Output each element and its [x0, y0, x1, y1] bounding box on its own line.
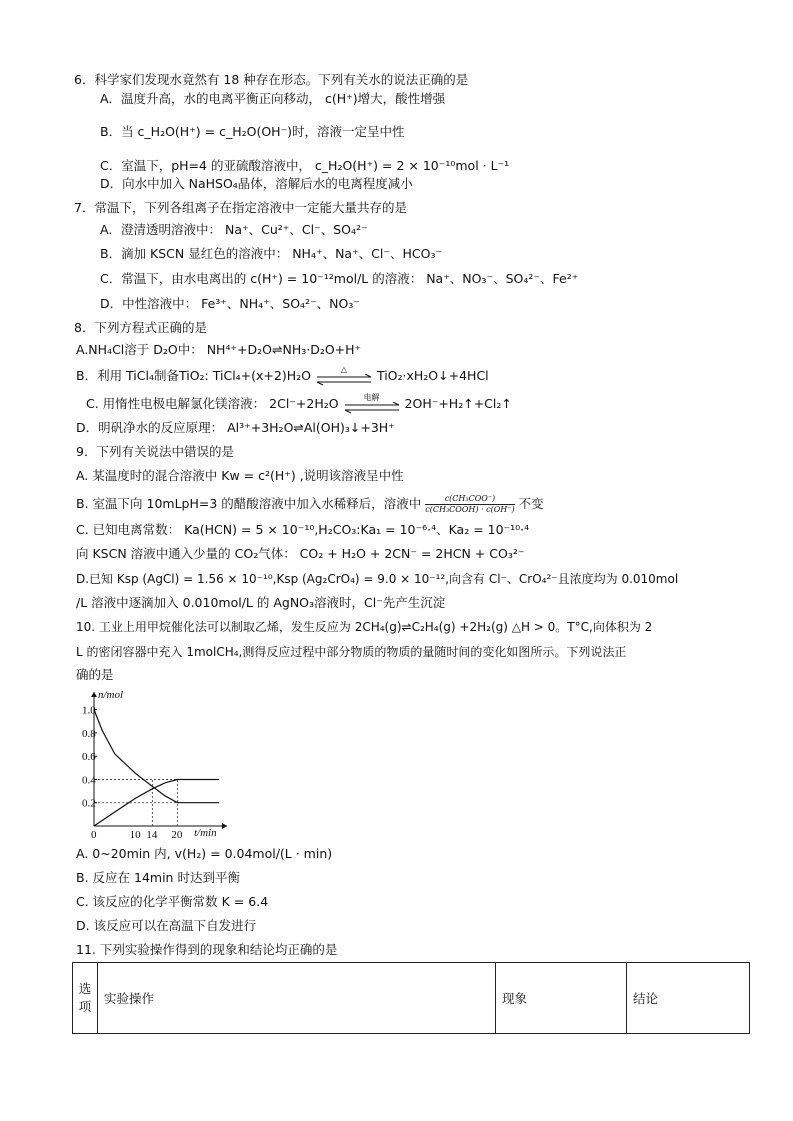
q9-b-prefix: B. 室温下向 10mLpH=3 的醋酸溶液中加入水稀释后，溶液中 [76, 496, 422, 511]
q8-c-prefix: C. 用惰性电极电解氯化镁溶液： 2Cl⁻+2H₂O [86, 396, 339, 411]
y-tick-label: 0.2 [82, 797, 96, 810]
table-header-phenomenon: 现象 [496, 963, 627, 1034]
q8-c-condition: 电解 [363, 392, 380, 402]
q9-b-numerator: c(CH₃COO⁻) [425, 494, 514, 505]
q8-b-arrow [315, 364, 373, 385]
q6-option-c: C．室温下，pH=4 的亚硫酸溶液中， c_H₂O(H⁺) = 2 × 10⁻¹⁰mol · L⁻¹ [100, 158, 510, 173]
q6-option-b: B．当 c_H₂O(H⁺) = c_H₂O(OH⁻)时，溶液一定呈中性 [100, 124, 405, 139]
series-line-0 [94, 710, 219, 803]
q10-option-c: C. 该反应的化学平衡常数 K = 6.4 [76, 894, 269, 909]
equilibrium-arrow-icon [315, 374, 373, 386]
q8-stem: 8．下列方程式正确的是 [74, 320, 207, 335]
q8-option-b [76, 364, 489, 385]
y-tick-label: 0.8 [82, 727, 96, 740]
chart-ticks [82, 705, 183, 841]
q10-chart [82, 684, 232, 844]
x-tick-label: 14 [146, 829, 158, 841]
q7-stem: 7．常温下，下列各组离子在指定溶液中一定能大量共存的是 [74, 200, 407, 215]
x-tick-label: 0 [91, 829, 97, 841]
q8-b-suffix: TiO₂·xH₂O↓+4HCl [376, 368, 489, 383]
q9-option-c-line1: C. 已知电离常数： Ka(HCN) = 5 × 10⁻¹⁰,H₂CO₃:Ka₁ = 10⁻⁶·⁴、Ka₂ = 10⁻¹⁰·⁴ [76, 522, 530, 537]
q8-option-a: A.NH₄Cl溶于 D₂O中： NH⁴⁺+D₂O⇌NH₃·D₂O+H⁺ [76, 342, 362, 357]
q9-option-b [76, 494, 544, 515]
q7-option-a: A．澄清透明溶液中： Na⁺、Cu²⁺、Cl⁻、SO₄²⁻ [100, 222, 368, 237]
table-header-option: 选项 [73, 963, 98, 1034]
q6-stem: 6．科学家们发现水竟然有 18 种存在形态。下列有关水的说法正确的是 [74, 72, 469, 87]
chart-y-label: n/mol [98, 689, 124, 701]
x-tick-label: 20 [171, 829, 183, 841]
q9-b-fraction [425, 494, 514, 515]
q8-option-c [86, 392, 512, 413]
q7-option-b: B．滴加 KSCN 显红色的溶液中： NH₄⁺、Na⁺、Cl⁻、HCO₃⁻ [100, 246, 443, 261]
chart-x-label: t/min [194, 827, 217, 839]
q9-b-denominator: c(CH₃COOH) · c(OH⁻) [425, 505, 515, 514]
chart-axes [91, 692, 227, 829]
table-header-operation: 实验操作 [98, 963, 496, 1034]
q8-b-condition: △ [340, 364, 348, 374]
q7-option-d: D．中性溶液中： Fe³⁺、NH₄⁺、SO₄²⁻、NO₃⁻ [100, 296, 360, 311]
q8-c-arrow [343, 392, 401, 413]
q9-b-suffix: 不变 [518, 496, 544, 511]
q10-option-b: B. 反应在 14min 时达到平衡 [76, 870, 240, 885]
table-header-row [73, 963, 750, 1034]
q9-stem: 9．下列有关说法中错误的是 [76, 444, 234, 459]
q9-option-a: A. 某温度时的混合溶液中 Kw = c²(H⁺) ,说明该溶液呈中性 [76, 468, 404, 483]
q9-option-c-line2: 向 KSCN 溶液中通入少量的 CO₂气体： CO₂ + H₂O + 2CN⁻ = 2HCN + CO₃²⁻ [76, 546, 525, 561]
q11-stem: 11. 下列实验操作得到的现象和结论均正确的是 [76, 942, 338, 957]
y-tick-label: 1.0 [82, 704, 96, 717]
y-axis-arrow-icon [91, 692, 97, 697]
q8-option-d: D．明矾净水的反应原理： Al³⁺+3H₂O⇌Al(OH)₃↓+3H⁺ [76, 420, 395, 435]
q6-option-a: A．温度升高，水的电离平衡正向移动， c(H⁺)增大，酸性增强 [100, 91, 446, 106]
q6-option-d: D．向水中加入 NaHSO₄晶体，溶解后水的电离程度减小 [100, 176, 413, 191]
q9-option-d-line2: /L 溶液中逐滴加入 0.010mol/L 的 AgNO₃溶液时，Cl⁻先产生沉淀 [76, 595, 446, 610]
q10-option-a: A. 0~20min 内, v(H₂) = 0.04mol/(L · min) [76, 846, 333, 861]
chart-series [94, 710, 219, 826]
table-header-conclusion: 结论 [627, 963, 750, 1034]
q8-c-suffix: 2OH⁻+H₂↑+Cl₂↑ [404, 396, 512, 411]
q11-table [72, 962, 750, 1034]
x-axis-arrow-icon [222, 823, 227, 829]
q10-stem-line3: 确的是 [76, 667, 114, 682]
q10-stem-line2: L 的密闭容器中充入 1molCH₄,测得反应过程中部分物质的物质的量随时间的变化如图所示。下列说法正 [76, 645, 627, 659]
y-tick-label: 0.4 [82, 774, 96, 787]
chart-reference-lines [94, 779, 177, 826]
q10-option-d: D. 该反应可以在高温下自发进行 [76, 918, 257, 933]
q9-option-d-line1: D.已知 Ksp (AgCl) = 1.56 × 10⁻¹⁰,Ksp (Ag₂CrO₄) = 9.0 × 10⁻¹²,向含有 Cl⁻、CrO₄²⁻且浓度均为 0.010mol [76, 572, 679, 586]
x-tick-label: 10 [129, 829, 141, 841]
y-tick-label: 0.6 [82, 751, 96, 764]
q7-option-c: C．常温下，由水电离出的 c(H⁺) = 10⁻¹²mol/L 的溶液： Na⁺、NO₃⁻、SO₄²⁻、Fe²⁺ [100, 271, 579, 286]
equilibrium-arrow-icon [343, 402, 401, 414]
q8-b-prefix: B．利用 TiCl₄制备TiO₂: TiCl₄+(x+2)H₂O [76, 368, 311, 383]
q10-stem-line1: 10. 工业上用甲烷催化法可以制取乙烯，发生反应为 2CH₄(g)⇌C₂H₄(g) +2H₂(g) △H > 0。T°C,向体积为 2 [76, 620, 653, 634]
